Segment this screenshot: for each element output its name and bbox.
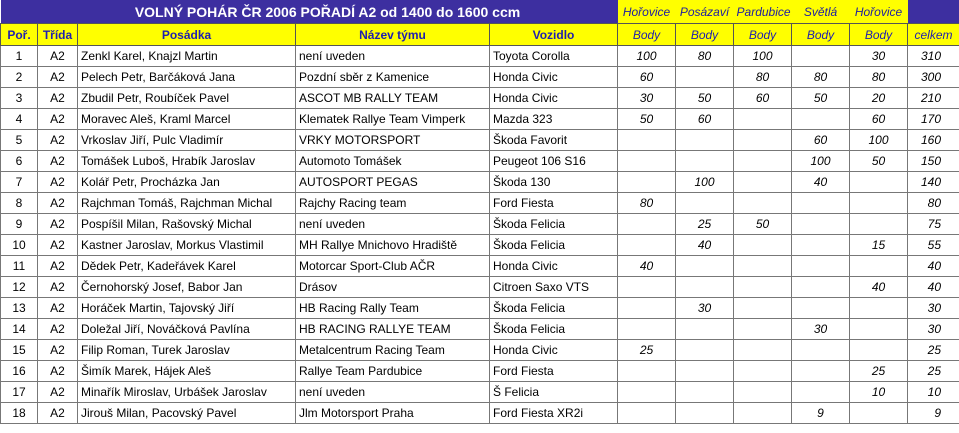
points-cell: 80 (850, 67, 908, 88)
crew-cell: Pospíšil Milan, Rašovský Michal (78, 214, 296, 235)
points-cell: 30 (618, 88, 676, 109)
rank-cell: 8 (1, 193, 38, 214)
crew-cell: Černohorský Josef, Babor Jan (78, 277, 296, 298)
header-class: Třída (38, 24, 78, 46)
total-cell: 30 (908, 319, 959, 340)
total-cell: 80 (908, 193, 959, 214)
total-cell: 40 (908, 256, 959, 277)
total-cell: 9 (908, 403, 959, 424)
points-cell: 60 (676, 109, 734, 130)
car-cell: Honda Civic (490, 67, 618, 88)
points-cell (618, 298, 676, 319)
crew-cell: Filip Roman, Turek Jaroslav (78, 340, 296, 361)
crew-cell: Minařík Miroslav, Urbášek Jaroslav (78, 382, 296, 403)
event-label: Hořovice (850, 0, 908, 24)
points-cell (676, 277, 734, 298)
class-cell: A2 (38, 46, 78, 67)
rank-cell: 10 (1, 235, 38, 256)
points-cell (734, 340, 792, 361)
car-cell: Škoda Felicia (490, 214, 618, 235)
table-row (1, 403, 959, 424)
rank-cell: 4 (1, 109, 38, 130)
points-cell: 25 (676, 214, 734, 235)
points-cell: 80 (676, 46, 734, 67)
total-cell: 300 (908, 67, 959, 88)
points-cell (734, 298, 792, 319)
table-row (1, 277, 959, 298)
table-row (1, 67, 959, 88)
total-cell: 40 (908, 277, 959, 298)
header-points: Body (676, 24, 734, 46)
team-cell: Pozdní sběr z Kamenice (296, 67, 490, 88)
points-cell (734, 382, 792, 403)
table-row (1, 130, 959, 151)
points-cell (792, 235, 850, 256)
total-cell: 310 (908, 46, 959, 67)
team-cell: Jlm Motorsport Praha (296, 403, 490, 424)
points-cell (734, 319, 792, 340)
crew-cell: Šimík Marek, Hájek Aleš (78, 361, 296, 382)
car-cell: Škoda Felicia (490, 235, 618, 256)
rank-cell: 18 (1, 403, 38, 424)
team-cell: není uveden (296, 382, 490, 403)
points-cell (850, 172, 908, 193)
class-cell: A2 (38, 235, 78, 256)
car-cell: Škoda Felicia (490, 319, 618, 340)
points-cell: 10 (850, 382, 908, 403)
class-cell: A2 (38, 382, 78, 403)
car-cell: Ford Fiesta (490, 193, 618, 214)
points-cell (618, 214, 676, 235)
points-cell (850, 193, 908, 214)
car-cell: Citroen Saxo VTS (490, 277, 618, 298)
points-cell (676, 193, 734, 214)
points-cell (734, 130, 792, 151)
points-cell (618, 382, 676, 403)
event-label: Pardubice (734, 0, 792, 24)
car-cell: Peugeot 106 S16 (490, 151, 618, 172)
points-cell (676, 382, 734, 403)
rank-cell: 6 (1, 151, 38, 172)
points-cell: 9 (792, 403, 850, 424)
class-cell: A2 (38, 151, 78, 172)
total-cell: 30 (908, 298, 959, 319)
class-cell: A2 (38, 67, 78, 88)
header-points: Body (734, 24, 792, 46)
rank-cell: 1 (1, 46, 38, 67)
table-row (1, 235, 959, 256)
points-cell (676, 403, 734, 424)
crew-cell: Kolář Petr, Procházka Jan (78, 172, 296, 193)
crew-cell: Moravec Aleš, Kraml Marcel (78, 109, 296, 130)
points-cell: 30 (850, 46, 908, 67)
header-team: Název týmu (296, 24, 490, 46)
points-cell (850, 403, 908, 424)
points-cell: 50 (792, 88, 850, 109)
header-row (1, 24, 959, 46)
crew-cell: Rajchman Tomáš, Rajchman Michal (78, 193, 296, 214)
total-cell: 160 (908, 130, 959, 151)
points-cell (734, 109, 792, 130)
points-cell (734, 256, 792, 277)
class-cell: A2 (38, 298, 78, 319)
points-cell: 20 (850, 88, 908, 109)
class-cell: A2 (38, 256, 78, 277)
table-row (1, 214, 959, 235)
points-cell (676, 67, 734, 88)
points-cell (792, 277, 850, 298)
points-cell: 40 (850, 277, 908, 298)
points-cell (734, 193, 792, 214)
points-cell: 30 (676, 298, 734, 319)
title-row (1, 0, 959, 24)
points-cell (734, 361, 792, 382)
event-label: Světlá (792, 0, 850, 24)
team-cell: Rajchy Racing team (296, 193, 490, 214)
points-cell: 100 (734, 46, 792, 67)
team-cell: Rallye Team Pardubice (296, 361, 490, 382)
table-row (1, 172, 959, 193)
points-cell (618, 319, 676, 340)
points-cell: 50 (676, 88, 734, 109)
points-cell (850, 340, 908, 361)
rank-cell: 9 (1, 214, 38, 235)
car-cell: Honda Civic (490, 88, 618, 109)
points-cell (734, 172, 792, 193)
total-cell: 25 (908, 340, 959, 361)
class-cell: A2 (38, 130, 78, 151)
team-cell: není uveden (296, 46, 490, 67)
crew-cell: Zbudil Petr, Roubíček Pavel (78, 88, 296, 109)
total-cell: 25 (908, 361, 959, 382)
points-cell (618, 361, 676, 382)
rank-cell: 15 (1, 340, 38, 361)
header-total: celkem (908, 24, 959, 46)
team-cell: Automoto Tomášek (296, 151, 490, 172)
points-cell: 100 (676, 172, 734, 193)
points-cell (676, 319, 734, 340)
car-cell: Š Felicia (490, 382, 618, 403)
points-cell: 100 (792, 151, 850, 172)
points-cell (792, 382, 850, 403)
points-cell: 60 (618, 67, 676, 88)
points-cell: 40 (618, 256, 676, 277)
points-cell (850, 298, 908, 319)
header-points: Body (618, 24, 676, 46)
team-cell: VRKY MOTORSPORT (296, 130, 490, 151)
total-cell: 150 (908, 151, 959, 172)
class-cell: A2 (38, 172, 78, 193)
points-cell (676, 256, 734, 277)
table-row (1, 298, 959, 319)
rank-cell: 12 (1, 277, 38, 298)
team-cell: HB Racing Rally Team (296, 298, 490, 319)
team-cell: Motorcar Sport-Club AČR (296, 256, 490, 277)
points-cell: 80 (792, 67, 850, 88)
class-cell: A2 (38, 361, 78, 382)
title-band-left (1, 0, 38, 24)
team-cell: ASCOT MB RALLY TEAM (296, 88, 490, 109)
header-car: Vozidlo (490, 24, 618, 46)
table-row (1, 361, 959, 382)
team-cell: Metalcentrum Racing Team (296, 340, 490, 361)
total-cell: 75 (908, 214, 959, 235)
total-cell: 55 (908, 235, 959, 256)
rank-cell: 13 (1, 298, 38, 319)
table-row (1, 319, 959, 340)
class-cell: A2 (38, 277, 78, 298)
points-cell (676, 340, 734, 361)
points-cell (734, 151, 792, 172)
team-cell: není uveden (296, 214, 490, 235)
crew-cell: Jirouš Milan, Pacovský Pavel (78, 403, 296, 424)
points-cell (676, 151, 734, 172)
class-cell: A2 (38, 403, 78, 424)
points-cell: 60 (792, 130, 850, 151)
points-cell: 50 (734, 214, 792, 235)
points-cell (850, 319, 908, 340)
team-cell: MH Rallye Mnichovo Hradiště (296, 235, 490, 256)
class-cell: A2 (38, 214, 78, 235)
team-cell: AUTOSPORT PEGAS (296, 172, 490, 193)
total-cell: 10 (908, 382, 959, 403)
crew-cell: Tomášek Luboš, Hrabík Jaroslav (78, 151, 296, 172)
points-cell (618, 235, 676, 256)
points-cell: 100 (850, 130, 908, 151)
crew-cell: Pelech Petr, Barčáková Jana (78, 67, 296, 88)
points-cell: 80 (734, 67, 792, 88)
team-cell: Drásov (296, 277, 490, 298)
crew-cell: Dědek Petr, Kadeřávek Karel (78, 256, 296, 277)
points-cell: 15 (850, 235, 908, 256)
points-cell: 30 (792, 319, 850, 340)
points-cell (618, 277, 676, 298)
table-row (1, 382, 959, 403)
points-cell (850, 214, 908, 235)
car-cell: Toyota Corolla (490, 46, 618, 67)
table-row (1, 88, 959, 109)
points-cell (618, 151, 676, 172)
car-cell: Honda Civic (490, 256, 618, 277)
total-cell: 140 (908, 172, 959, 193)
points-cell (734, 235, 792, 256)
event-label: Hořovice (618, 0, 676, 24)
crew-cell: Horáček Martin, Tajovský Jiří (78, 298, 296, 319)
team-cell: Klematek Rallye Team Vimperk (296, 109, 490, 130)
points-cell: 50 (618, 109, 676, 130)
total-cell: 170 (908, 109, 959, 130)
title-band-right (908, 0, 959, 24)
sheet-title: VOLNÝ POHÁR ČR 2006 POŘADÍ A2 od 1400 do 1600 ccm (38, 0, 618, 24)
points-cell (618, 130, 676, 151)
points-cell: 25 (618, 340, 676, 361)
table-row (1, 193, 959, 214)
car-cell: Ford Fiesta (490, 361, 618, 382)
car-cell: Škoda Favorit (490, 130, 618, 151)
points-cell (618, 403, 676, 424)
table-row (1, 151, 959, 172)
points-cell (792, 46, 850, 67)
car-cell: Mazda 323 (490, 109, 618, 130)
event-label: Posázaví (676, 0, 734, 24)
rank-cell: 11 (1, 256, 38, 277)
car-cell: Ford Fiesta XR2i (490, 403, 618, 424)
table-row (1, 46, 959, 67)
team-cell: HB RACING RALLYE TEAM (296, 319, 490, 340)
table-row (1, 340, 959, 361)
rank-cell: 3 (1, 88, 38, 109)
points-cell: 80 (618, 193, 676, 214)
class-cell: A2 (38, 319, 78, 340)
points-cell (792, 214, 850, 235)
points-cell (734, 277, 792, 298)
points-cell (792, 298, 850, 319)
class-cell: A2 (38, 340, 78, 361)
rank-cell: 5 (1, 130, 38, 151)
class-cell: A2 (38, 88, 78, 109)
class-cell: A2 (38, 193, 78, 214)
rank-cell: 2 (1, 67, 38, 88)
header-points: Body (850, 24, 908, 46)
rank-cell: 16 (1, 361, 38, 382)
rank-cell: 17 (1, 382, 38, 403)
points-cell: 25 (850, 361, 908, 382)
header-rank: Poř. (1, 24, 38, 46)
points-cell: 50 (850, 151, 908, 172)
crew-cell: Vrkoslav Jiří, Pulc Vladimír (78, 130, 296, 151)
points-cell (792, 340, 850, 361)
points-cell (850, 256, 908, 277)
points-cell (792, 109, 850, 130)
car-cell: Škoda Felicia (490, 298, 618, 319)
points-cell (792, 361, 850, 382)
crew-cell: Doležal Jiří, Nováčková Pavlína (78, 319, 296, 340)
points-cell: 60 (734, 88, 792, 109)
points-cell (676, 130, 734, 151)
header-crew: Posádka (78, 24, 296, 46)
points-cell: 100 (618, 46, 676, 67)
crew-cell: Kastner Jaroslav, Morkus Vlastimil (78, 235, 296, 256)
rank-cell: 7 (1, 172, 38, 193)
points-cell (792, 256, 850, 277)
points-cell: 60 (850, 109, 908, 130)
table-row (1, 256, 959, 277)
points-cell: 40 (792, 172, 850, 193)
total-cell: 210 (908, 88, 959, 109)
car-cell: Honda Civic (490, 340, 618, 361)
points-cell (676, 361, 734, 382)
points-cell (792, 193, 850, 214)
points-cell (734, 403, 792, 424)
points-cell (618, 172, 676, 193)
header-points: Body (792, 24, 850, 46)
table-row (1, 109, 959, 130)
class-cell: A2 (38, 109, 78, 130)
car-cell: Škoda 130 (490, 172, 618, 193)
crew-cell: Zenkl Karel, Knajzl Martin (78, 46, 296, 67)
rank-cell: 14 (1, 319, 38, 340)
points-cell: 40 (676, 235, 734, 256)
